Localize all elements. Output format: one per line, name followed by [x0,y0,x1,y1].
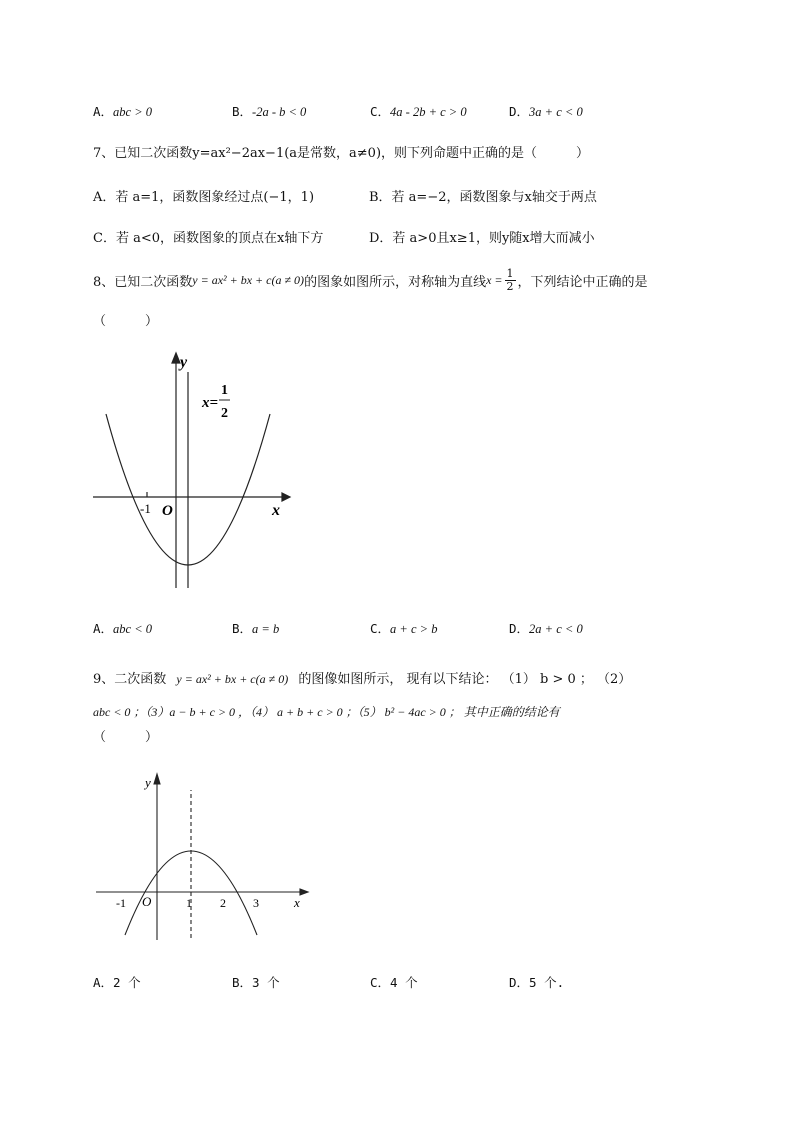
q8-axis-eq-lhs: x= [202,395,219,411]
q8-stem-post: ，下列结论中正确的是 [517,275,648,290]
q8-x-arrow [282,493,290,501]
q9-tick-neg1: -1 [116,896,126,910]
q8-stem [93,268,648,293]
q9-stem-line2: abc < 0 ；（3）a − b + c > 0 ，（4） a + b + c > 0 ；（5） b² − 4ac > 0 ； 其中正确的结论有 [93,705,560,719]
q8-axis-eq-den: 2 [221,406,228,421]
q9-paren: （ ） [93,730,159,745]
q8-x-label: x [272,502,280,519]
q9-option-d: D．5 个. [509,975,565,990]
q9-y-label: y [145,775,151,790]
q8-stem-mid: 的图象如图所示，对称轴为直线 [304,275,487,290]
q9-figure [92,770,317,945]
q9-stem-line1 [93,668,631,687]
q9-stem-pre: 9、二次函数 [93,672,167,687]
q9-tick-2: 2 [220,896,226,910]
q9-x-arrow [300,889,308,895]
q8-tick-neg1-label: -1 [140,501,151,516]
q8-stem-pre: 8、已知二次函数 [93,275,193,290]
q6-option-c: C．4a - 2b + c > 0 [370,104,467,119]
q6-option-d: D．3a + c < 0 [509,104,583,119]
q9-option-b: B．3 个 [232,975,280,990]
q9-stem-post: 的图像如图所示， 现有以下结论： （1） b > 0 ； （2） [298,672,632,687]
q7-option-d: D．若 a>0且x≥1，则y随x增大而减小 [369,231,595,246]
q9-tick-1: 1 [186,896,192,910]
q7-option-a: A．若 a=1，函数图象经过点(−1，1) [93,190,315,205]
q8-y-arrow [172,353,180,363]
q8-figure [90,345,300,595]
q8-option-d: D．2a + c < 0 [509,621,583,636]
q9-option-a: A．2 个 [93,975,141,990]
q8-axis-fraction [505,268,516,293]
q7-option-c: C．若 a<0，函数图象的顶点在x轴下方 [93,231,324,246]
q6-option-a: A．abc > 0 [93,104,153,119]
q8-axis-eq-num: 1 [221,383,228,398]
q9-origin-label: O [142,894,152,909]
q8-axis-denominator: 2 [506,280,514,293]
q8-stem-formula: y = ax² + bx + c(a ≠ 0) [192,273,305,287]
q9-x-label: x [294,895,300,910]
q7-stem: 7、已知二次函数y=ax²−2ax−1(a是常数，a≠0)，则下列命题中正确的是（ ） [93,146,590,161]
q8-option-a: A．abc < 0 [93,621,153,636]
q8-axis-numerator: 1 [506,267,514,280]
q9-tick-3: 3 [253,896,259,910]
q8-y-label: y [180,354,188,371]
q7-option-b: B．若 a=−2，函数图象与x轴交于两点 [369,190,597,205]
q8-axis-lhs: x = [486,273,503,287]
q9-y-arrow [154,774,160,784]
q6-option-b: B．-2a - b < 0 [232,104,307,119]
q8-option-b: B．a = b [232,621,280,636]
q9-option-c: C．4 个 [370,975,418,990]
q8-origin-label: O [162,503,173,519]
q8-paren: （ ） [93,314,159,329]
q8-option-c: C．a + c > b [370,621,438,636]
q9-stem-formula: y = ax² + bx + c(a ≠ 0) [176,672,289,686]
